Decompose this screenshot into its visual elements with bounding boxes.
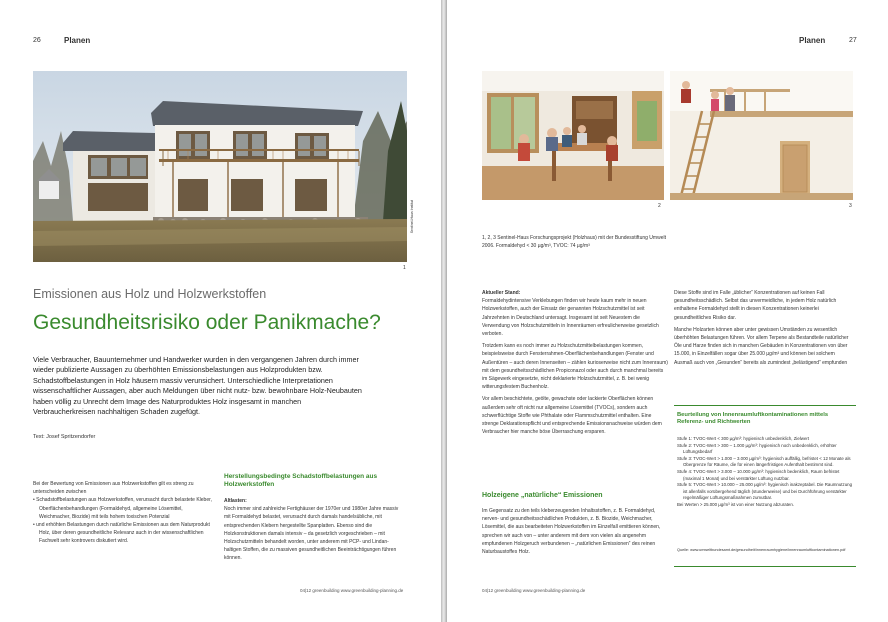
- col2-paragraph-1: Diese Stoffe sind im Falle „üblicher“ Konzentrationen auf keinen Fall gesundheitsschädlich. Selbst das unvermeidliche, in jedem Holz natürlich enthaltene Formaldehyd stellt in diesen Konzentrationen keinerlei gesundheitliches Risiko dar.: [674, 290, 837, 321]
- col2-text: Noch immer sind zahlreiche Fertighäuser der 1970er und 1980er Jahre massiv mit Formaldehyd belastet, verursacht durch damals handelsübliche, mit entsprechenden Klebern hergestellte Spanplatten. Ebenso sind die Holzkonstruktionen damals intensiv – da gesetzlich vorgeschrieben – mit Holzschutzmitteln behandelt worden, unter anderem mit PCP- und Lindan-haltigen Stoffen, die zu massiven gesundheitlichen Beeinträchtigungen führen können.: [224, 506, 399, 562]
- column-2: [674, 289, 854, 371]
- col2-paragraph-2: Manche Holzarten können aber unter gewissen Umständen zu wesentlich überhöhten Belastungen führen. Vor allem Terpene als Bestandteile natürlicher Öle und Harze finden sich in manchen Gebäuden in Konzentrationen von über 15.000, in Einzelfällen sogar über 25.000 µg/m³ und können bei solchem Ausmaß auch von „Gesunden“ bereits als zumindest „belästigend“ empfunden: [674, 326, 849, 366]
- box-item: Stufe 4: TVOC-Wert > 3.000 – 10.000 µg/m³: hygienisch bedenklich, Raum befristet (maximal 1 Monat) und bei verstärkter Lüftung nutzbar.: [677, 468, 840, 481]
- col2-heading: Herstellungsbedingte Schadstoffbelastungen aus Holzwerkstoffen: [224, 473, 378, 488]
- page-number: 27: [849, 37, 857, 44]
- photo-caption: 1, 2, 3 Sentinel-Haus Forschungsprojekt (Holzhaus) mit der Bundesstiftung Umwelt 2006. Formaldehyd < 30 µg/m³, TVOC: 74 µg/m³: [482, 235, 666, 250]
- section-header: Planen: [799, 36, 826, 45]
- section-header: Planen: [64, 36, 91, 45]
- col1-paragraph-1: Formaldehydintensive Verklebungen finden wir heute kaum mehr in neuen Holzwerkstoffen, auch der Einsatz der genannten Holzschutzmittel ist seit Jahrzehnten in Deutschland untersagt. Insgesamt ist seit Neuestem die Verwendung von Holzschutzmitteln in Innenräumen erfreulicherweise gesetzlich verboten.: [482, 298, 659, 338]
- col1-paragraph-3: Vor allem beschichtete, geölte, gewachste oder lackierte Oberflächen können außerdem sehr oft nicht nur allgemeine Lösemittel (TVOCs), sondern auch schwerflüchtige Stoffe wie Phthalate oder Flammschutzmittel enthalten. Eine strenge Deklarationspflicht und entsprechende Emissionsnachweise würden dem Verbraucher hier manche böse Überraschung ersparen.: [482, 396, 662, 436]
- right-page: [447, 0, 888, 622]
- house-photo: [33, 71, 407, 262]
- photo-number-3: 3: [849, 203, 852, 209]
- author: Text: Josef Spritzendorfer: [33, 434, 96, 440]
- box-item: Bei Werten > 25.000 µg/m³ ist von einer Nutzung abzuraten.: [677, 501, 795, 507]
- interior-photo-loft: [670, 71, 853, 200]
- box-top-rule: [674, 405, 856, 406]
- box-item: Stufe 5: TVOC-Wert > 10.000 – 25.000 µg/m³: hygienisch inakzeptabel. Die Raumnutzung ist allenfalls vorübergehend täglich (stundenweise) und bei Durchführung verstärkter regelmäßiger Lüftungsmaßnahmen zumutbar.: [677, 482, 853, 501]
- col1-intro: Bei der Bewertung von Emissionen aus Holzwerkstoffen gilt es streng zu unterscheiden zwischen: [33, 481, 194, 496]
- interior-photo-dining: [482, 71, 664, 200]
- intro-paragraph: Viele Verbraucher, Bauunternehmer und Handwerker wurden in den vergangenen Jahren durch immer wieder publizierte Aussagen zu überhöhten Emissionsbelastungen aus Holzprodukten bzw. Schadstoffbelastungen in Holz häusern massiv verunsichert. Unterschiedliche Interpretationen wissenschaftlicher Aussagen, aber auch Meldungen über nicht nutz- bzw. bewohnbare Holz-Neubauten haben völlig zu Unrecht dem Image des Naturproduktes Holz insgesamt in manchen Verbraucherkreisen nachhaltigen Schaden zugefügt.: [33, 355, 362, 417]
- article-title: Gesundheitsrisiko oder Panikmache?: [33, 311, 381, 334]
- bullet-1: • Schadstoffbelastungen aus Holzwerkstoffen, verursacht durch belastete Kleber, Oberflächenbehandlungen (Formaldehyd, allgemeine Lösemittel, Weichmacher, Biozide) mit teils hohem toxischen Potenzial: [33, 497, 212, 520]
- footer: 04|12 greenbuilding www.greenbuilding-planning.de: [300, 588, 404, 593]
- col1-heading: Holzeigene „natürliche“ Emissionen: [482, 492, 603, 499]
- box-item: Stufe 3: TVOC-Wert > 1.000 – 3.000 µg/m³: hygienisch auffällig, befristet < 12 Monate als Obergrenze für Räume, die für einen längerfristigen Aufenthalt bestimmt sind.: [677, 455, 851, 468]
- box-item: Stufe 1: TVOC-Wert < 300 µg/m³: hygienisch unbedenklich, Zielwert: [677, 436, 810, 441]
- box-item: Stufe 2: TVOC-Wert > 300 – 1.000 µg/m³: hygienisch noch unbedenklich, erhöhter Lüftungsbedarf: [677, 442, 837, 455]
- footer: 04|12 greenbuilding www.greenbuilding-planning.de: [482, 588, 586, 593]
- column-1: [482, 289, 668, 440]
- left-page: [0, 0, 441, 622]
- bullet-2: • und erhöhten Belastungen durch natürliche Emissionen aus dem Naturprodukt Holz, über deren gesundheitliche Relevanz auch in der wissenschaftlichen Fachwelt sehr kontrovers diskutiert wird.: [33, 522, 210, 545]
- box-bottom-rule: [674, 566, 856, 567]
- column-1: [33, 480, 213, 546]
- page-number: 26: [33, 37, 41, 44]
- column-2: [224, 497, 406, 563]
- kicker: Emissionen aus Holz und Holzwerkstoffen: [33, 287, 267, 301]
- col1-lead: Aktueller Stand:: [482, 290, 521, 296]
- box-source: Quelle: www.umweltbundesamt.de/gesundheit/innenraumhygiene/innenraumluftkontaminationen.pdf: [677, 548, 846, 552]
- col1-paragraph-4: Im Gegensatz zu den teils kleberzeugenden Inhaltsstoffen, z. B. Formaldehyd, nerven- und gesundheitsschädlichen Produkten, z. B. Biozide, Weichmacher, Lösemittel, die aus bearbeiteten Holzwerkstoffen im Einzelfall emittieren können, sprechen wir auch von – unter anderem mit dem von vielen als angenehm empfundenen Holzgeruch verbundenen – „natürlichen Emissionen“ des reinen Naturbaustoffes Holz.: [482, 508, 661, 556]
- box-title: Beurteilung von Innenraumluftkontaminationen mittels Referenz- und Richtwerten: [677, 412, 829, 425]
- reference-box: [677, 436, 855, 509]
- col2-lead: Altlasten:: [224, 498, 247, 504]
- col1-paragraph-2: Trotzdem kann es noch immer zu Holzschutzmittelbelastungen kommen, beispielsweise durch Fensterrahmen-Oberflächenbehandlungen (Fenster und Außentüren – auch deren Innenseiten – zählen kurioserweise nicht zum Innenraum) mit dem gesundheitsschädlichen Propiconazol oder auch durch manchmal bereits im Sägewerk eingesetzte, nicht deklarierte Holzschutzmittel, z. B. bei wenig witterungsfestem Buchenholz.: [482, 343, 668, 391]
- photo-credit: Sentinel-Haus Institut: [410, 200, 414, 234]
- photo-number-2: 2: [658, 203, 661, 209]
- photo-number: 1: [403, 265, 406, 271]
